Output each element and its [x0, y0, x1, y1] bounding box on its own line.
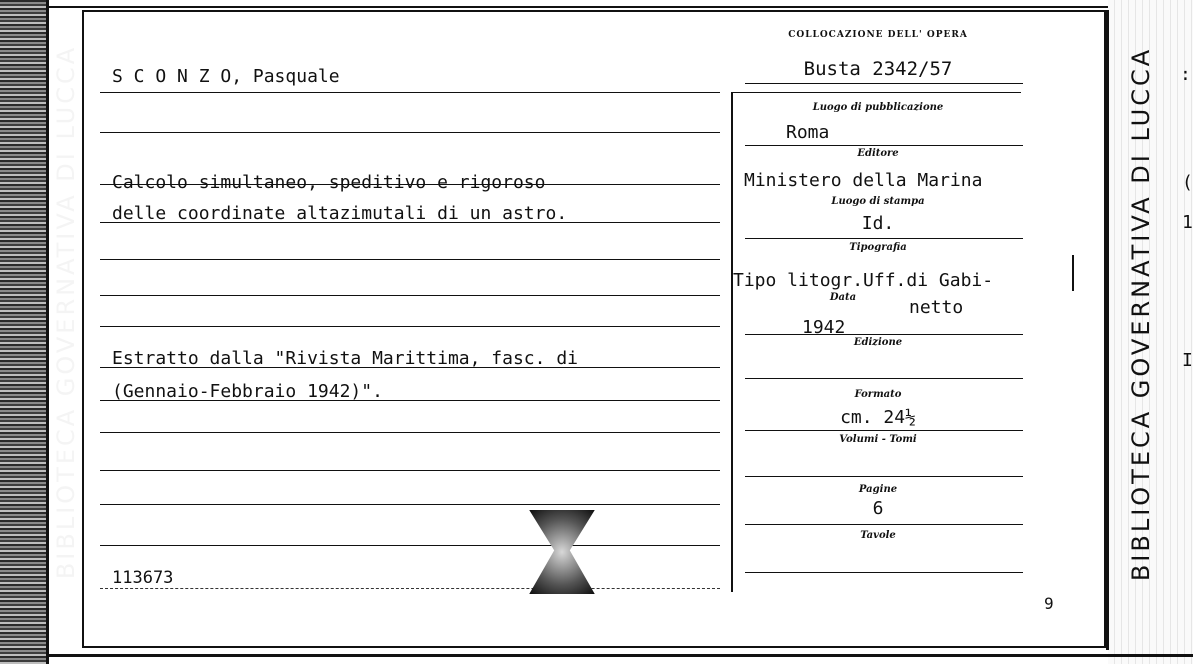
rule-line	[100, 432, 720, 433]
title-line-2: delle coordinate altazimutali di un astro.	[112, 203, 568, 224]
rule-line	[100, 326, 720, 327]
rule-line	[100, 588, 720, 589]
luogo-pubblicazione-label: Luogo di pubblicazione	[812, 102, 944, 113]
rule-line	[100, 295, 720, 296]
rule-line	[100, 470, 720, 471]
luogo-stampa-value: Id.	[861, 213, 895, 234]
rule-line	[100, 92, 720, 93]
left-library-stamp: BIBLIOTECA GOVERNATIVA DI LUCCA	[52, 44, 80, 580]
rule-line	[100, 545, 720, 546]
note-line-2: (Gennaio-Febbraio 1942)".	[112, 381, 383, 402]
luogo-pubblicazione-value: Roma	[786, 122, 830, 143]
data-value: 1942	[802, 317, 846, 338]
bottom-edge	[46, 654, 1193, 657]
rule-line	[100, 132, 720, 133]
tipografia-value: Tipo litogr.Uff.di Gabi-	[733, 270, 994, 291]
data-label: Data	[829, 292, 857, 303]
volumi-tomi-label: Volumi - Tomi	[839, 434, 917, 445]
right-card-edge	[1106, 10, 1109, 650]
collocation-rule	[745, 83, 1023, 84]
field-rule	[745, 524, 1023, 525]
right-margin-tick	[1072, 255, 1074, 291]
field-rule	[745, 430, 1023, 431]
luogo-stampa-label: Luogo di stampa	[831, 196, 925, 207]
field-rule	[745, 378, 1023, 379]
right-library-stamp: BIBLIOTECA GOVERNATIVA DI LUCCA	[1127, 46, 1155, 582]
tavole-label: Tavole	[860, 530, 896, 541]
left-scan-strip	[0, 0, 46, 664]
title-line-1: Calcolo simultaneo, speditivo e rigoroso	[112, 172, 546, 193]
right-edge-mark-2: (	[1182, 172, 1193, 193]
tipografia-label: Tipografia	[849, 242, 907, 253]
right-edge-mark-4: I	[1182, 350, 1193, 371]
field-rule	[745, 238, 1023, 239]
right-edge-mark-3: 1	[1182, 212, 1193, 233]
left-card-border	[46, 0, 49, 664]
field-rule	[745, 334, 1023, 335]
field-rule	[745, 145, 1023, 146]
tipografia-continued: netto	[909, 297, 964, 318]
rule-line	[100, 504, 720, 505]
field-rule	[745, 572, 1023, 573]
editore-label: Editore	[857, 148, 899, 159]
field-rule	[745, 476, 1023, 477]
inventory-number: 113673	[112, 568, 174, 588]
pagine-label: Pagine	[858, 484, 898, 495]
author-name: S C O N Z O, Pasquale	[112, 66, 340, 87]
rule-line	[100, 259, 720, 260]
right-edge-mark-1: :	[1180, 64, 1191, 85]
note-line-1: Estratto dalla "Rivista Marittima, fasc. di	[112, 348, 578, 369]
bracket-top	[731, 92, 1021, 93]
formato-label: Formato	[854, 389, 902, 400]
top-edge	[46, 6, 1108, 8]
collocation-value: Busta 2342/57	[803, 58, 953, 80]
collocation-header: COLLOCAZIONE DELL' OPERA	[788, 30, 968, 40]
corner-number: 9	[1044, 594, 1054, 613]
edizione-label: Edizione	[853, 337, 903, 348]
formato-value: cm. 24½	[840, 407, 916, 428]
editore-value: Ministero della Marina	[744, 170, 983, 191]
pagine-value: 6	[872, 498, 884, 519]
